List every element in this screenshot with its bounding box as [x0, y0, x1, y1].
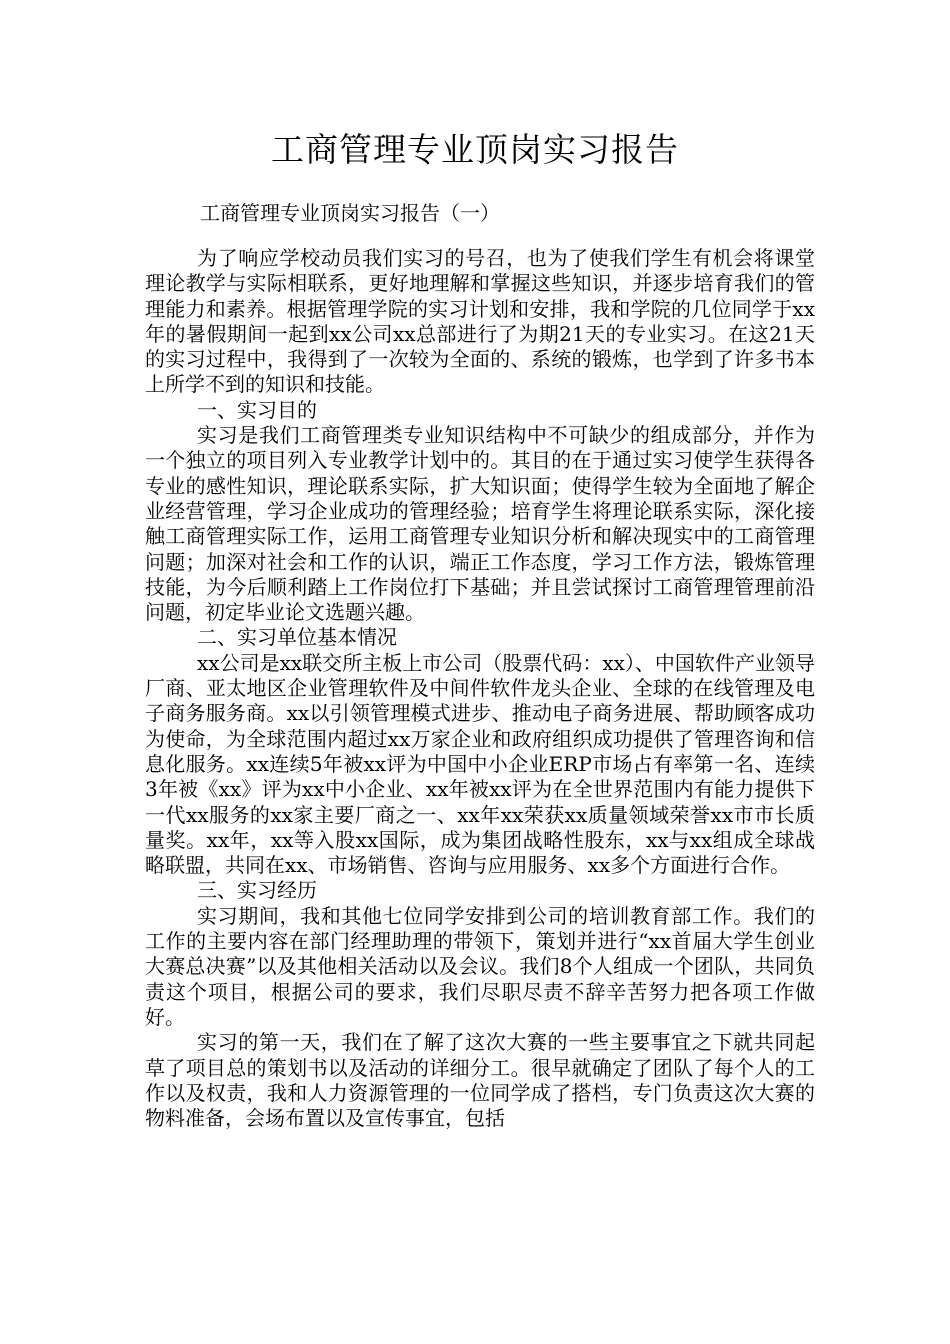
- section-heading-experience: 三、实习经历: [197, 878, 317, 903]
- section-heading-purpose: 一、实习目的: [197, 397, 317, 422]
- document-body: [145, 246, 815, 1131]
- intro-paragraph: 为了响应学校动员我们实习的号召，也为了使我们学生有机会将课堂理论教学与实际相联系，更好地理解和掌握这些知识，并逐步培育我们的管理能力和素养。根据管理学院的实习计划和安排，我和学院的几位同学于xx年的暑假期间一起到xx公司xx总部进行了为期21天的专业实习。在这21天的实习过程中，我得到了一次较为全面的、系统的锻炼，也学到了许多书本上所学不到的知识和技能。: [145, 246, 815, 397]
- document-subtitle: 工商管理专业顶岗实习报告（一）: [200, 201, 500, 225]
- experience-paragraph-1: 实习期间，我和其他七位同学安排到公司的培训教育部工作。我们的工作的主要内容在部门经理助理的带领下，策划并进行“xx首届大学生创业大赛总决赛”以及其他相关活动以及会议。我们8个人组成一个团队，共同负责这个项目，根据公司的要求，我们尽职尽责不辞辛苦努力把各项工作做好。: [145, 903, 815, 1029]
- document-title: 工商管理专业顶岗实习报告: [271, 130, 679, 169]
- purpose-paragraph: 实习是我们工商管理类专业知识结构中不可缺少的组成部分，并作为一个独立的项目列入专业教学计划中的。其目的在于通过实习使学生获得各专业的感性知识，理论联系实际，扩大知识面；使得学生较为全面地了解企业经营管理，学习企业成功的管理经验；培育学生将理论联系实际，深化接触工商管理实际工作，运用工商管理专业知识分析和解决现实中的工商管理问题；加深对社会和工作的认识，端正工作态度，学习工作方法，锻炼管理技能，为今后顺利踏上工作岗位打下基础；并且尝试探讨工商管理管理前沿问题，初定毕业论文选题兴趣。: [145, 423, 815, 625]
- experience-paragraph-2: 实习的第一天，我们在了解了这次大赛的一些主要事宜之下就共同起草了项目总的策划书以及活动的详细分工。很早就确定了团队了每个人的工作以及权责，我和人力资源管理的一位同学成了搭档，专门负责这次大赛的物料准备，会场布置以及宣传事宜，包括: [145, 1030, 815, 1131]
- section-heading-company: 二、实习单位基本情况: [197, 625, 397, 650]
- company-paragraph: xx公司是xx联交所主板上市公司（股票代码：xx）、中国软件产业领导厂商、亚太地区企业管理软件及中间件软件龙头企业、全球的在线管理及电子商务服务商。xx以引领管理模式进步、推动电子商务进展、帮助顾客成功为使命，为全球范围内超过xx万家企业和政府组织成功提供了管理咨询和信息化服务。xx连续5年被xx评为中国中小企业ERP市场占有率第一名、连续3年被《xx》评为xx中小企业、xx年被xx评为在全世界范围内有能力提供下一代xx服务的xx家主要厂商之一、xx年xx荣获xx质量领域荣誉xx市市长质量奖。xx年，xx等入股xx国际，成为集团战略性股东，xx与xx组成全球战略联盟，共同在xx、市场销售、咨询与应用服务、xx多个方面进行合作。: [145, 650, 815, 878]
